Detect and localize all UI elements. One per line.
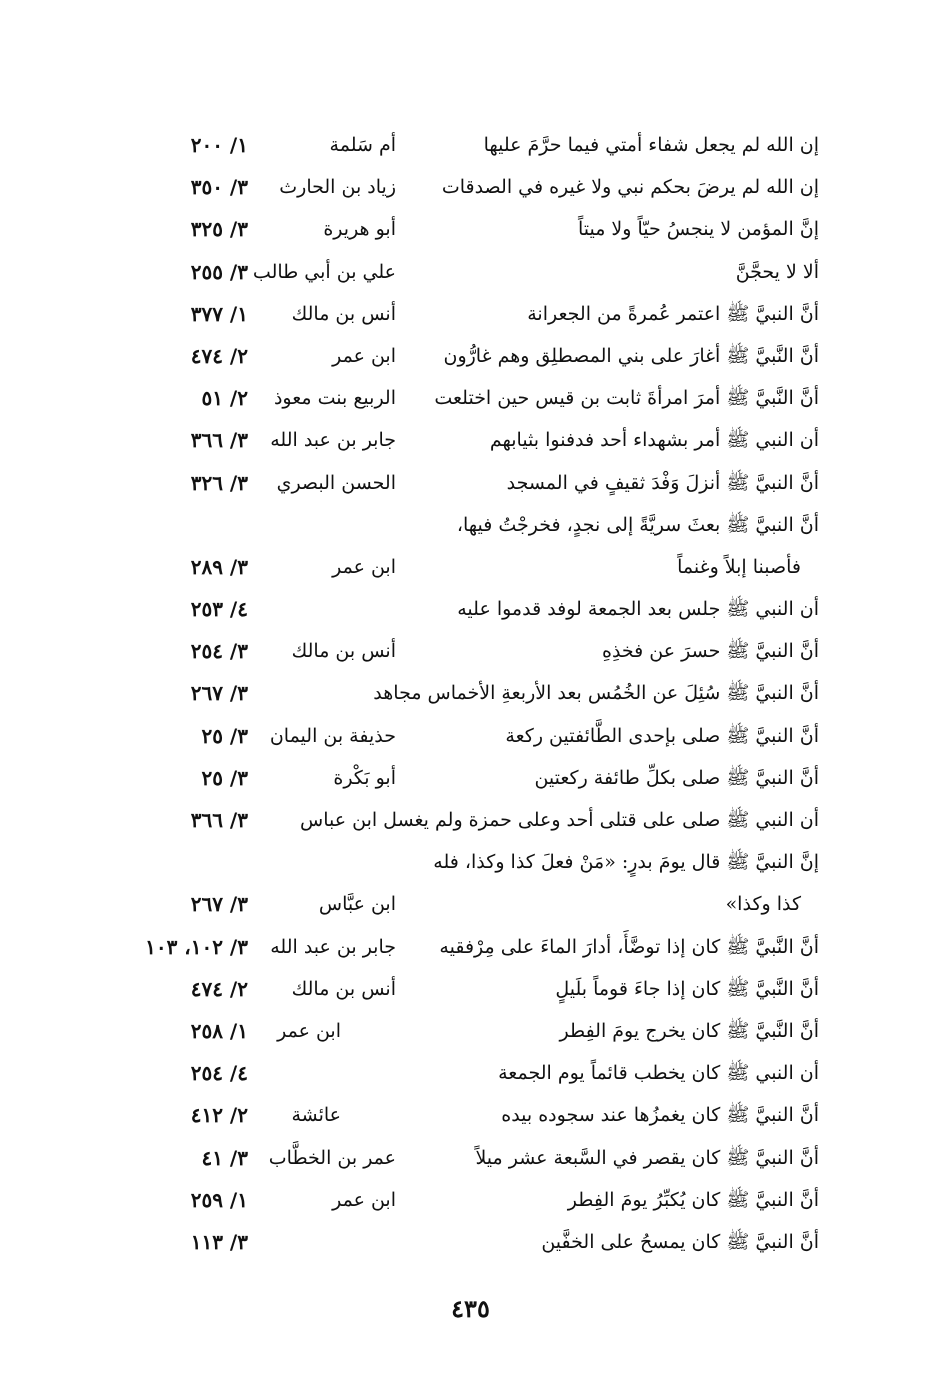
narrator-name: ابن عمر: [332, 555, 396, 578]
index-row: [0, 1179, 941, 1221]
hadith-text: ألا لا يحجَّنَّ: [735, 260, 819, 283]
volume-page-reference: ٣/ ٢٥: [201, 723, 248, 748]
volume-page-reference: ٣/ ٣٦٦: [190, 428, 248, 453]
narrator-name: الحسن البصري: [276, 471, 396, 494]
volume-page-reference: ٣/ ٢٦٧: [190, 892, 248, 917]
volume-page-reference: ٣/ ٢٥٥: [190, 259, 248, 284]
narrator-name: الربيع بنت معوذ: [273, 387, 396, 410]
narrator-name: حذيفة بن اليمان: [269, 724, 396, 747]
volume-page-reference: ٣/ ١٠٢، ١٠٣: [145, 934, 248, 959]
volume-page-reference: ٣/ ٣٢٦: [190, 470, 248, 495]
index-row: [0, 462, 941, 504]
hadith-text: إنَّ المؤمن لا ينجسُ حيّاً ولا ميتاً: [577, 218, 819, 241]
index-table: [0, 124, 941, 1263]
narrator-name: ابن عمر: [332, 1188, 396, 1211]
volume-page-reference: ٣/ ٢٨٩: [190, 554, 248, 579]
narrator-name: ابن عمر: [332, 344, 396, 367]
hadith-text: كذا وكذا»: [725, 893, 801, 916]
index-row: [0, 883, 941, 925]
index-row: [0, 1094, 941, 1136]
volume-page-reference: ٤/ ٢٥٣: [190, 597, 248, 622]
index-row: [0, 1010, 941, 1052]
narrator-name: جابر بن عبد الله: [270, 935, 396, 958]
index-row: [0, 124, 941, 166]
index-row: [0, 335, 941, 377]
hadith-text: أنَّ النبيَّ ﷺ كان يمسحُ على الخفَّين: [541, 1230, 819, 1253]
narrator-name: أم سَلمة: [329, 134, 396, 156]
index-row: [0, 377, 941, 419]
hadith-text: أنَّ النبيَّ ﷺ اعتمر عُمرةً من الجعرانة: [527, 302, 819, 325]
narrator-name: أنس بن مالك: [291, 640, 396, 663]
narrator-name: جابر بن عبد الله: [270, 429, 396, 452]
narrator-name: أنس بن مالك: [291, 977, 396, 1000]
volume-page-reference: ١/ ٢٠٠: [190, 133, 248, 157]
index-row: [0, 419, 941, 461]
volume-page-reference: ٣/ ٣٢٥: [190, 217, 248, 242]
volume-page-reference: ٤/ ٢٥٤: [190, 1061, 248, 1086]
index-row: [0, 799, 941, 841]
index-row: [0, 926, 941, 968]
hadith-text: أنَّ النَّبيَّ ﷺ أغارَ على بني المصطلِق وهم غارُّون: [443, 344, 819, 367]
hadith-text: أنَّ النبيَّ ﷺ كان يقصر في السَّبعة عشر ميلاً: [475, 1146, 819, 1169]
narrator-name: زياد بن الحارث: [279, 176, 396, 199]
index-row: [0, 672, 941, 714]
hadith-text: إن الله لم يجعل شفاء أمتي فيما حرَّمَ عليها: [483, 134, 819, 156]
volume-page-reference: ٢/ ٥١: [201, 386, 248, 411]
hadith-text: أنَّ النبيَّ ﷺ حسرَ عن فخذِهِ: [601, 640, 819, 663]
volume-page-reference: ٢/ ٤١٢: [190, 1103, 248, 1128]
hadith-text: أن النبي ﷺ جلس بعد الجمعة لوفد قدموا عليه: [457, 598, 819, 621]
volume-page-reference: ١/ ٢٥٩: [190, 1187, 248, 1212]
index-row: [0, 293, 941, 335]
narrator-name: أبو بَكْرة: [333, 766, 396, 789]
index-row: [0, 630, 941, 672]
index-row: [0, 504, 941, 546]
hadith-text: أنَّ النَّبيَّ ﷺ أمرَ امرأةَ ثابت بن قيس حين اختلعت: [434, 387, 819, 410]
volume-page-reference: ٣/ ٣٦٦: [190, 808, 248, 832]
index-row: [0, 757, 941, 799]
hadith-text: فأصبنا إبلاً وغنماً: [677, 555, 801, 578]
hadith-text: أنَّ النَّبيَّ ﷺ كان يخرج يومَ الفِطر: [559, 1019, 819, 1042]
volume-page-reference: ٣/ ٤١: [201, 1145, 248, 1170]
narrator-name: أبو هريرة: [323, 218, 396, 241]
volume-page-reference: ٣/ ٢٥٤: [190, 639, 248, 664]
index-row: [0, 546, 941, 588]
volume-page-reference: ٣/ ٢٥: [201, 765, 248, 790]
hadith-text: أن النبي ﷺ أمر بشهداء أحد فدفنوا بثيابهم: [489, 429, 819, 452]
index-row: [0, 208, 941, 250]
index-row: [0, 1052, 941, 1094]
volume-page-reference: ١/ ٣٧٧: [190, 301, 248, 326]
narrator-name: أنس بن مالك: [291, 302, 396, 325]
volume-page-reference: ٢/ ٤٧٤: [190, 976, 248, 1001]
narrator-name: عمر بن الخطَّاب: [268, 1146, 396, 1169]
index-row: [0, 251, 941, 293]
index-row: [0, 166, 941, 208]
volume-page-reference: ٣/ ٢٦٧: [190, 681, 248, 706]
index-row: [0, 841, 941, 883]
hadith-text: أنَّ النبيَّ ﷺ سُئِلَ عن الخُمُس بعد الأربعةِ الأخماس مجاهد: [373, 682, 819, 705]
volume-page-reference: ٣/ ٣٥٠: [190, 175, 248, 200]
volume-page-reference: ١/ ٢٥٨: [190, 1018, 248, 1043]
narrator-name: ابن عمر: [277, 1019, 341, 1042]
hadith-text: أنَّ النبيَّ ﷺ أنزلَ وَفْدَ ثقيفٍ في المسجد: [506, 471, 819, 494]
hadith-text: أنَّ النبيَّ ﷺ كان يغمزُها عند سجوده بيده: [501, 1104, 819, 1127]
index-row: [0, 1137, 941, 1179]
hadith-text: أنَّ النبيَّ ﷺ صلى بإحدى الطَّائفتين ركعة: [505, 724, 819, 747]
narrator-name: ابن عبَّاس: [318, 893, 396, 916]
index-row: [0, 1221, 941, 1263]
hadith-text: إنَّ النبيَّ ﷺ قال يومَ بدرٍ: «مَنْ فعلَ كذا وكذا، فله: [433, 851, 819, 874]
narrator-name: علي بن أبي طالب: [252, 260, 396, 283]
index-row: [0, 968, 941, 1010]
index-row: [0, 715, 941, 757]
hadith-text: أن النبي ﷺ كان يخطب قائماً يوم الجمعة: [498, 1062, 819, 1085]
narrator-name: عائشة: [291, 1104, 341, 1127]
hadith-text: أنَّ النبيَّ ﷺ كان يُكبِّرُ يومَ الفِطر: [567, 1188, 819, 1211]
hadith-text: أنَّ النبيَّ ﷺ بعثَ سريَّةً إلى نجدٍ، فخرجْتُ فيها،: [456, 513, 819, 536]
hadith-text: إن الله لم يرضَ بحكم نبي ولا غيره في الصدقات: [441, 176, 819, 199]
volume-page-reference: ٣/ ١١٣: [190, 1229, 248, 1254]
hadith-text: أن النبي ﷺ صلى على قتلى أحد وعلى حمزة ولم يغسل ابن عباس: [300, 809, 819, 831]
hadith-text: أنَّ النَّبيَّ ﷺ كان إذا توضَّأَ، أدارَ الماءَ على مِرْفقيه: [439, 935, 819, 958]
hadith-text: أنَّ النَّبيَّ ﷺ كان إذا جاءَ قوماً بلَيلٍ: [555, 977, 819, 1000]
volume-page-reference: ٢/ ٤٧٤: [190, 343, 248, 368]
index-row: [0, 588, 941, 630]
hadith-text: أنَّ النبيَّ ﷺ صلى بكلِّ طائفة ركعتين: [534, 766, 819, 789]
page-number: ٤٣٥: [451, 1294, 490, 1323]
